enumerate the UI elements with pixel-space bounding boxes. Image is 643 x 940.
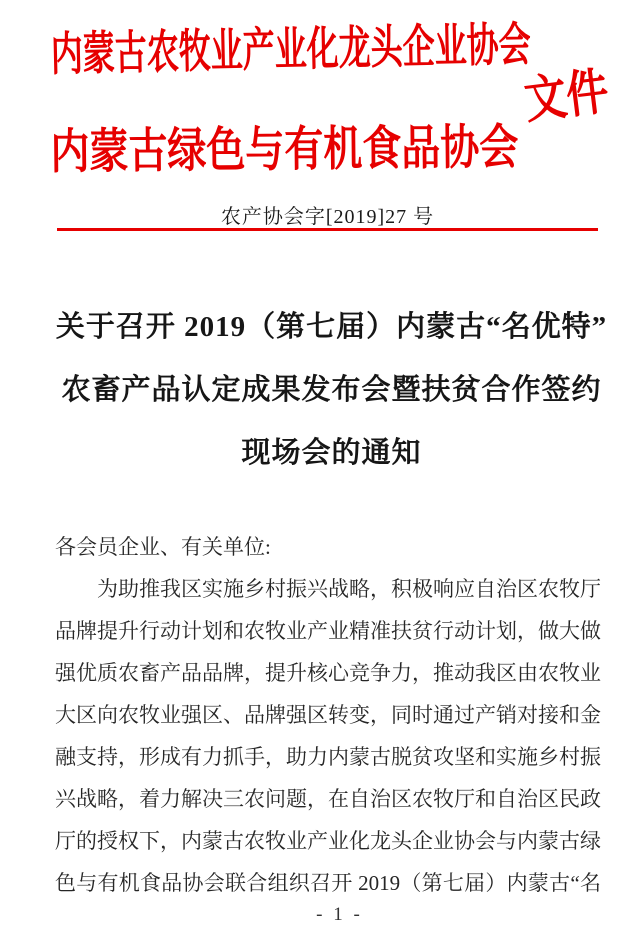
title-line-1: 关于召开 2019（第七届）内蒙古“名优特” bbox=[55, 311, 608, 343]
paragraph-line: 色与有机食品协会联合组织召开 2019（第七届）内蒙古“名 bbox=[55, 871, 601, 895]
document-number: 农产协会字[2019]27 号 bbox=[220, 206, 435, 228]
title-line-2: 农畜产品认定成果发布会暨扶贫合作签约 bbox=[61, 374, 602, 406]
paragraph-line: 融支持，形成有力抓手，助力内蒙古脱贫攻坚和实施乡村振 bbox=[55, 745, 601, 769]
red-divider-line bbox=[57, 228, 598, 231]
salutation: 各会员企业、有关单位: bbox=[55, 535, 271, 559]
page-number: - 1 - bbox=[316, 904, 363, 925]
paragraph-line: 品牌提升行动计划和农牧业产业精准扶贫行动计划，做大做 bbox=[55, 619, 601, 643]
paragraph-line: 强优质农畜产品品牌，提升核心竞争力，推动我区由农牧业 bbox=[55, 661, 601, 685]
paragraph-line: 为助推我区实施乡村振兴战略，积极响应自治区农牧厅 bbox=[97, 577, 601, 601]
org-name-secondary: 内蒙古绿色与有机食品协会 bbox=[50, 121, 519, 180]
title-line-3: 现场会的通知 bbox=[241, 437, 422, 469]
org-name-primary: 内蒙古农牧业产业化龙头企业协会 bbox=[50, 18, 532, 81]
doc-type-label: 文件 bbox=[521, 64, 612, 130]
paragraph-line: 大区向农牧业强区、品牌强区转变，同时通过产销对接和金 bbox=[55, 703, 601, 727]
paragraph-line: 厅的授权下，内蒙古农牧业产业化龙头企业协会与内蒙古绿 bbox=[55, 829, 601, 853]
document-body bbox=[55, 526, 601, 904]
paragraph-line: 兴战略，着力解决三农问题，在自治区农牧厅和自治区民政 bbox=[55, 787, 601, 811]
document-title bbox=[0, 296, 643, 485]
